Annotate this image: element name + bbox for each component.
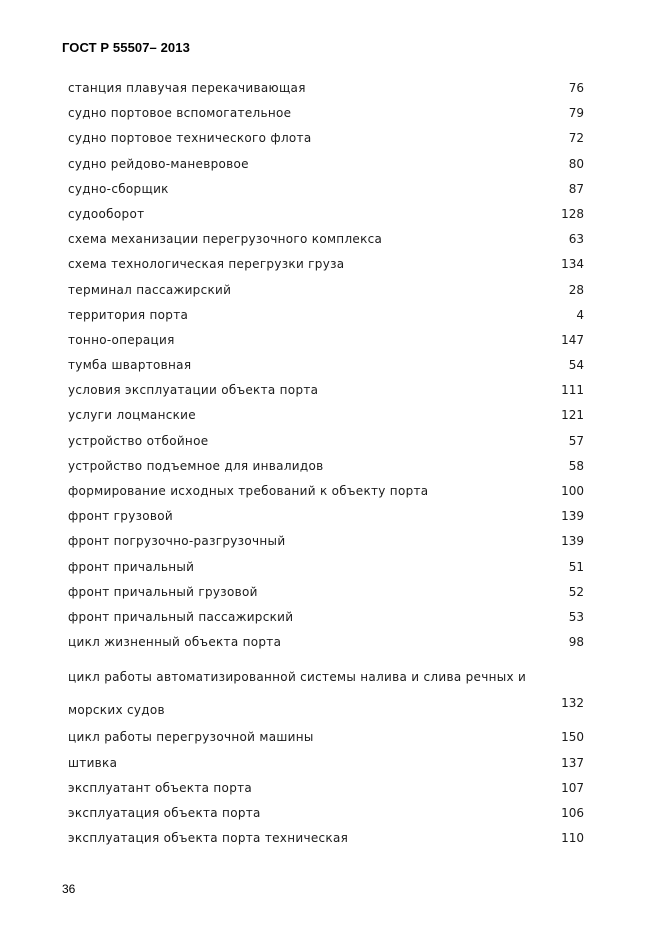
- index-entry: [68, 659, 584, 729]
- index-page-ref: 57: [568, 433, 584, 448]
- index-term: схема механизации перегрузочного комплекса: [68, 232, 383, 247]
- index-entry: [68, 584, 584, 609]
- index-term: эксплуатация объекта порта техническая: [68, 831, 349, 846]
- index-page-ref: 139: [561, 509, 584, 524]
- index-entry: [68, 729, 584, 754]
- index-term: терминал пассажирский: [68, 282, 232, 297]
- index-page-ref: 80: [568, 156, 584, 171]
- index-term: схема технологическая перегрузки груза: [68, 257, 345, 272]
- index-entry: [68, 433, 584, 458]
- index-page-ref: 52: [568, 584, 584, 599]
- index-entry: [68, 307, 584, 332]
- index-entry: [68, 458, 584, 483]
- page-number: 36: [62, 882, 76, 896]
- index-term: эксплуатация объекта порта: [68, 805, 261, 820]
- index-term: условия эксплуатации объекта порта: [68, 383, 319, 398]
- index-entry: [68, 830, 584, 855]
- alphabetical-index: [68, 80, 584, 855]
- index-page-ref: 53: [568, 609, 584, 624]
- index-page-ref: 28: [568, 282, 584, 297]
- index-page-ref: 128: [561, 206, 584, 221]
- document-header: ГОСТ Р 55507– 2013: [62, 40, 190, 55]
- index-term: фронт грузовой: [68, 509, 174, 524]
- index-term: судно портовое технического флота: [68, 131, 312, 146]
- index-page-ref: 147: [561, 332, 584, 347]
- index-entry: [68, 282, 584, 307]
- index-entry: [68, 332, 584, 357]
- index-term: судно портовое вспомогательное: [68, 106, 292, 121]
- index-term: фронт причальный: [68, 559, 195, 574]
- index-term: станция плавучая перекачивающая: [68, 81, 306, 95]
- index-page-ref: 150: [561, 730, 584, 745]
- index-entry: [68, 407, 584, 432]
- index-page-ref: 51: [568, 559, 584, 574]
- index-term: судно рейдово-маневровое: [68, 156, 249, 171]
- index-term: тумба швартовная: [68, 358, 192, 373]
- index-term: фронт причальный пассажирский: [68, 609, 294, 624]
- index-entry: [68, 805, 584, 830]
- index-term: цикл жизненный объекта порта: [68, 635, 282, 650]
- index-page-ref: 76: [568, 81, 584, 95]
- index-page-ref: 100: [561, 484, 584, 498]
- index-term: цикл работы перегрузочной машины: [68, 730, 314, 745]
- index-page-ref: 58: [568, 458, 584, 473]
- index-term: фронт погрузочно-разгрузочный: [68, 534, 286, 549]
- index-term: судооборот: [68, 206, 145, 221]
- index-entry: [68, 231, 584, 256]
- index-entry: [68, 181, 584, 206]
- index-entry: [68, 156, 584, 181]
- index-term: цикл работы автоматизированной системы налива и слива речных и морских судов: [68, 670, 527, 718]
- index-entry: [68, 206, 584, 231]
- index-page-ref: 107: [561, 780, 584, 795]
- index-entry: [68, 483, 584, 508]
- index-entry: [68, 559, 584, 584]
- index-term: формирование исходных требований к объекту порта: [68, 484, 429, 498]
- index-page-ref: 134: [561, 257, 584, 272]
- index-term: тонно-операция: [68, 332, 175, 347]
- index-term: фронт причальный грузовой: [68, 584, 258, 599]
- index-page-ref: 132: [561, 696, 584, 711]
- index-page-ref: 98: [568, 635, 584, 650]
- index-page-ref: 87: [568, 181, 584, 196]
- index-page-ref: 139: [561, 534, 584, 549]
- index-entry: [68, 533, 584, 558]
- index-entry: [68, 80, 584, 105]
- index-entry: [68, 780, 584, 805]
- index-term: штивка: [68, 755, 118, 770]
- index-page-ref: 54: [568, 358, 584, 373]
- index-page-ref: 111: [561, 383, 584, 398]
- index-entry: [68, 508, 584, 533]
- index-page-ref: 79: [568, 106, 584, 121]
- index-entry: [68, 357, 584, 382]
- index-entry: [68, 755, 584, 780]
- index-entry: [68, 382, 584, 407]
- index-term: территория порта: [68, 307, 189, 322]
- index-page-ref: 121: [561, 408, 584, 423]
- index-term: услуги лоцманские: [68, 408, 196, 423]
- index-page-ref: 72: [568, 131, 584, 146]
- index-page-ref: 137: [561, 755, 584, 770]
- index-term: эксплуатант объекта порта: [68, 780, 253, 795]
- index-term: устройство подъемное для инвалидов: [68, 458, 324, 473]
- index-page-ref: 110: [561, 831, 584, 846]
- index-entry: [68, 256, 584, 281]
- index-page-ref: 106: [561, 805, 584, 820]
- index-entry: [68, 105, 584, 130]
- index-term: устройство отбойное: [68, 433, 209, 448]
- index-page-ref: 63: [568, 232, 584, 247]
- index-entry: [68, 609, 584, 634]
- index-term: судно-сборщик: [68, 181, 169, 196]
- index-page-ref: 4: [576, 307, 584, 322]
- index-entry: [68, 634, 584, 659]
- index-entry: [68, 130, 584, 155]
